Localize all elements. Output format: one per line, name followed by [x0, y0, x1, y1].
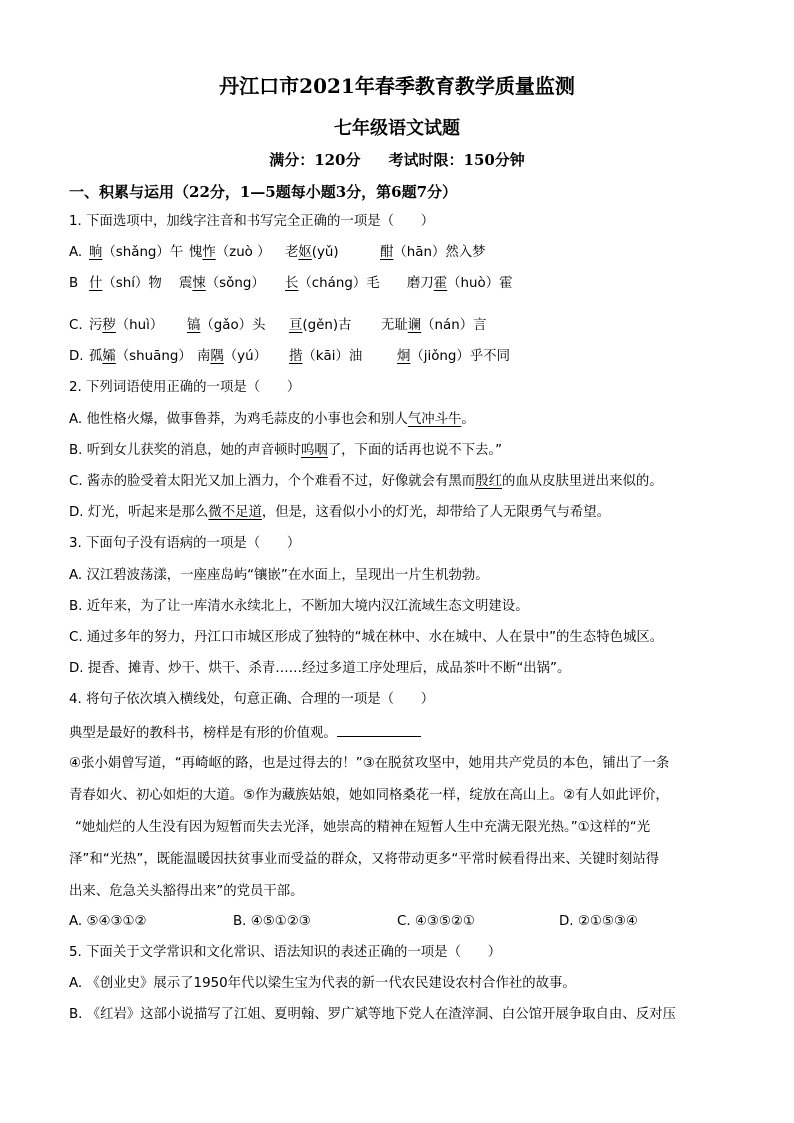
- answer-blank[interactable]: [337, 722, 421, 737]
- q1-option-a: A. 晌（shǎng）午 愧怍（zuò ） 老妪(yǔ) 酣（hān）然入梦: [69, 243, 82, 263]
- q4-passage-line: “她灿烂的人生没有因为短暂而失去光泽，她崇高的精神在短暂人生中充满无限光热。”①这样的“光: [75, 820, 651, 835]
- q1a-item-1: 晌（shǎng）午: [89, 245, 184, 260]
- q4-passage-line: 泽”和“光热”，既能温暖因扶贫事业而受益的群众，又将带动更多“平常时候看得出来、关键时刻站得: [69, 852, 660, 867]
- q1-option-b: B 什（shí）物 震悚（sǒng） 长（cháng）毛 磨刀霍（huò）霍: [69, 274, 78, 294]
- q1b-item-1: 什（shí）物: [89, 276, 162, 291]
- q1b-item-4: 磨刀霍（huò）霍: [407, 276, 513, 291]
- q2-option-a: A. 他性格火爆，做事鲁莽，为鸡毛蒜皮的小事也会和别人气冲斗牛。: [69, 412, 475, 427]
- exam-title: 丹江口市2021年春季教育教学质量监测: [219, 74, 575, 98]
- section-1-heading: 一、积累与运用（22分，1—5题每小题3分，第6题7分）: [69, 183, 458, 201]
- q2-option-d: D. 灯光，听起来是那么微不足道，但是，这看似小小的灯光，却带给了人无限勇气与希望。: [69, 505, 611, 520]
- q4-passage-line: ④张小娟曾写道，“再崎岖的路，也是过得去的！”③在脱贫攻坚中，她用共产党员的本色，铺出了一条: [69, 756, 670, 771]
- q1c-item-4: 无耻谰（nán）言: [381, 318, 487, 333]
- q1d-item-3: 揩（kāi）油: [289, 349, 363, 364]
- q1-option-c: C. 污秽（huì） 镐（gǎo）头 亘(gěn)古 无耻谰（nán）言: [69, 316, 83, 336]
- q1d-item-4: 炯（jiǒng）乎不同: [397, 349, 510, 364]
- q4-passage-line: 出来、危急关头豁得出来”的党员干部。: [69, 884, 304, 899]
- q1a-item-4: 酣（hān）然入梦: [380, 245, 486, 260]
- q4-option-c: C. ④③⑤②①: [397, 914, 475, 929]
- q2-option-c: C. 酱赤的脸受着太阳光又加上酒力，个个难看不过，好像就会有黑而殷红的血从皮肤里迸出来似的。: [69, 474, 663, 489]
- q3-stem: 3. 下面句子没有语病的一项是（ ）: [69, 536, 301, 551]
- q4-stem: 4. 将句子依次填入横线处，句意正确、合理的一项是（ ）: [69, 692, 435, 707]
- q4-option-b: B. ④⑤①②③: [233, 914, 311, 929]
- q3-option-c: C. 通过多年的努力，丹江口市城区形成了独特的“城在林中、水在城中、人在景中”的生态特色城区。: [69, 630, 664, 645]
- q3-option-d: D. 提香、摊青、炒干、烘干、杀青……经过多道工序处理后，成品茶叶不断“出锅”。: [69, 661, 571, 676]
- q1d-item-1: 孤孀（shuāng）: [89, 349, 192, 364]
- q4-lead: 典型是最好的教科书，榜样是有形的价值观。: [69, 722, 421, 744]
- q4-option-d: D. ②①⑤③④: [559, 914, 638, 929]
- q1a-item-2: 愧怍（zuò ）: [189, 245, 271, 260]
- q1d-item-2: 南隅（yú）: [197, 349, 267, 364]
- q1-stem: 1. 下面选项中，加线字注音和书写完全正确的一项是（ ）: [69, 214, 435, 229]
- q5-option-a: A. 《创业史》展示了1950年代以梁生宝为代表的新一代农民建设农村合作社的故事。: [69, 976, 576, 991]
- exam-info: [0, 149, 794, 170]
- q4-passage-line: 青春如火、初心如炬的大道。⑤作为藏族姑娘，她如同格桑花一样，绽放在高山上。②有人如此评价，: [69, 788, 669, 803]
- q3-option-a: A. 汉江碧波荡漾，一座座岛屿“镶嵌”在水面上，呈现出一片生机勃勃。: [69, 568, 489, 583]
- q1c-item-1: 污秽（huì）: [89, 318, 164, 333]
- full-score: 满分：120分: [269, 151, 361, 169]
- q1a-item-3: 老妪(yǔ): [285, 245, 339, 260]
- q1b-item-3: 长（cháng）毛: [285, 276, 380, 291]
- q2-option-b: B. 听到女儿获奖的消息，她的声音顿时呜咽了，下面的话再也说不下去。”: [69, 443, 503, 458]
- q5-stem: 5. 下面关于文学常识和文化常识、语法知识的表述正确的一项是（ ）: [69, 945, 502, 960]
- q1b-item-2: 震悚（sǒng）: [179, 276, 265, 291]
- q1-option-d: D. 孤孀（shuāng） 南隅（yú） 揩（kāi）油 炯（jiǒng）乎不同: [69, 347, 84, 367]
- q2-stem: 2. 下列词语使用正确的一项是（ ）: [69, 380, 301, 395]
- q3-option-b: B. 近年来，为了让一库清水永续北上，不断加大境内汉江流域生态文明建设。: [69, 599, 529, 614]
- exam-subtitle: 七年级语文试题: [334, 118, 460, 139]
- time-limit: 考试时限：150分钟: [388, 151, 525, 169]
- q1c-item-3: 亘(gěn)古: [289, 318, 352, 333]
- q1c-item-2: 镐（gǎo）头: [187, 318, 266, 333]
- q5-option-b: B. 《红岩》这部小说描写了江姐、夏明翰、罗广斌等地下党人在渣滓洞、白公馆开展争取自由、反对压: [69, 1007, 676, 1022]
- q4-option-a: A. ⑤④③①②: [69, 914, 147, 929]
